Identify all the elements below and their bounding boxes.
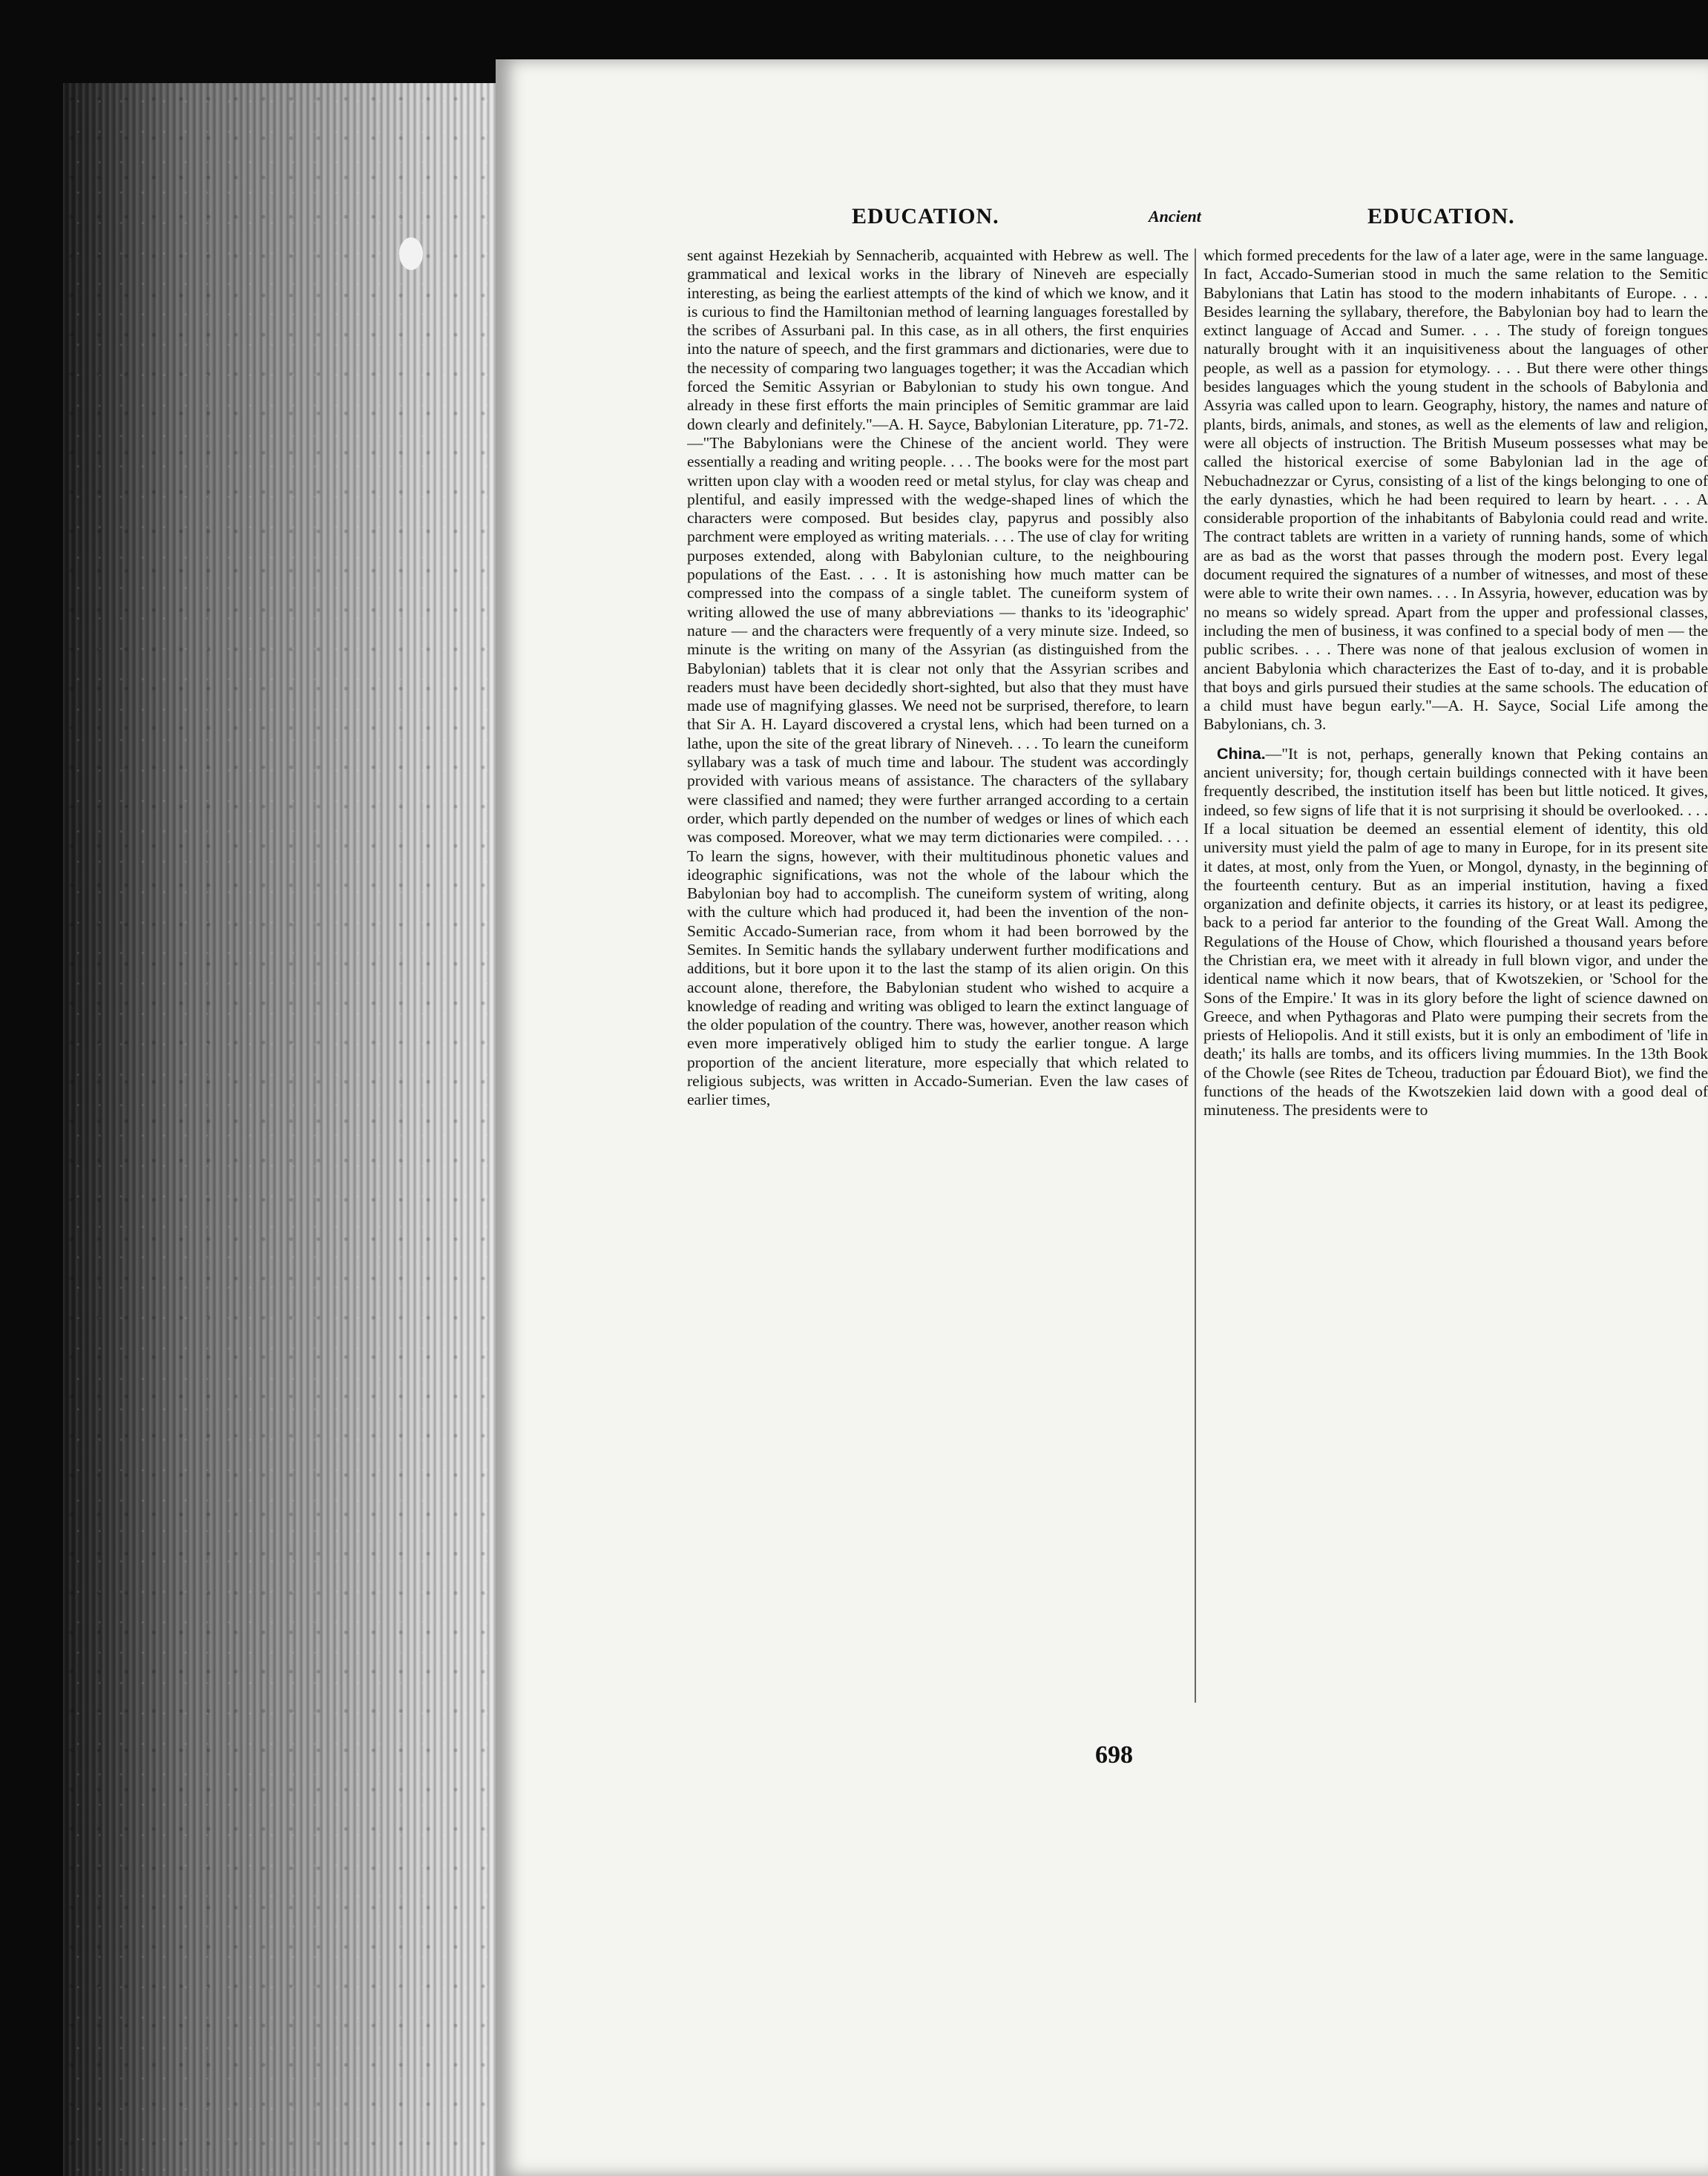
running-head-right: EDUCATION. <box>1367 204 1515 229</box>
book-spine <box>63 83 499 2176</box>
column-divider <box>1195 249 1196 1703</box>
china-text: —"It is not, perhaps, generally known that Peking contains an ancient university; for, though certain buildings connected with it have been frequently described, the institution itself has been but little noticed. It gives, indeed, so few signs of life that it is not surprising it should be overlooked. . . . If a local situation be deemed an essential element of identity, this old university must yield the palm of age to many in Europe, for in its present site it dates, at most, only from the Yuen, or Mongol, dynasty, in the beginning of the fourteenth century. But as an imperial institution, having a fixed organization and definite objects, it carries its history, or at least its pedigree, back to a period far anterior to the founding of the Great Wall. Among the Regulations of the House of Chow, which flourished a thousand years before the Christian era, we meet with it already in full blown vigor, and under the identical name which it now bears, that of Kwotszekien, or 'School for the Sons of the Empire.' It was in its glory before the light of science dawned on Greece, and when Pythagoras and Plato were pumping their secrets from the priests of Heliopolis. And it still exists, but it is only an embodiment of 'life in death;' its halls are tombs, and its officers living mummies. In the 13th Book of the Chowle (see Rites de Tcheou, traduction par Édouard Biot), we find the functions of the heads of the Kwotszekien laid down with a good deal of minuteness. The presidents were to <box>1203 744 1708 1120</box>
page-number: 698 <box>1095 1741 1133 1769</box>
left-column <box>687 246 1189 1738</box>
right-column <box>1203 246 1708 1738</box>
running-head-left: EDUCATION. <box>852 204 999 229</box>
running-head <box>496 204 1708 234</box>
china-paragraph <box>1203 745 1708 1120</box>
running-head-center: Ancient <box>1149 207 1201 226</box>
book-page <box>496 59 1708 2176</box>
china-heading: China. <box>1217 744 1266 763</box>
left-column-text: sent against Hezekiah by Sennacherib, acquainted with Hebrew as well. The grammatical and lexical works in the library of Nineveh are especially interesting, as being the earliest attempts of the kind of which we know, and it is curious to find the Hamiltonian method of learning languages forestalled by the scribes of Assurbani pal. In this case, as in all others, the first enquiries into the nature of speech, and the first grammars and dictionaries, were due to the necessity of comparing two languages together; it was the Accadian which forced the Semitic Assyrian or Babylonian to study his own tongue. And already in these first efforts the main principles of Semitic grammar are laid down clearly and definitely."—A. H. Sayce, Babylonian Literature, pp. 71-72.—"The Babylonians were the Chinese of the ancient world. They were essentially a reading and writing people. . . . The books were for the most part written upon clay with a wooden reed or metal stylus, for clay was cheap and plentiful, and easily impressed with the wedge-shaped lines of which the characters were composed. But besides clay, papyrus and possibly also parchment were employed as writing materials. . . . The use of clay for writing purposes extended, along with Babylonian culture, to the neighbouring populations of the East. . . . It is astonishing how much matter can be compressed into the compass of a single tablet. The cuneiform system of writing allowed the use of many abbreviations — thanks to its 'ideographic' nature — and the characters were frequently of a very minute size. Indeed, so minute is the writing on many of the Assyrian (as distinguished from the Babylonian) tablets that it is clear not only that the Assyrian scribes and readers must have been decidedly short-sighted, but also that they must have made use of magnifying glasses. We need not be surprised, therefore, to learn that Sir A. H. Layard discovered a crystal lens, which had been turned on a lathe, upon the site of the great library of Nineveh. . . . To learn the cuneiform syllabary was a task of much time and labour. The student was accordingly provided with various means of assistance. The characters of the syllabary were classified and named; they were further arranged according to a certain order, which partly depended on the number of wedges or lines of which each was composed. Moreover, what we may term dictionaries were compiled. . . . To learn the signs, however, with their multitudinous phonetic values and ideographic significations, was not the whole of the labour which the Babylonian boy had to accomplish. The cuneiform system of writing, along with the culture which had produced it, had been the invention of the non-Semitic Accado-Sumerian race, from whom it had been borrowed by the Semites. In Semitic hands the syllabary underwent further modifications and additions, but it bore upon it to the last the stamp of its alien origin. On this account alone, therefore, the Babylonian student who wished to acquire a knowledge of reading and writing was obliged to learn the extinct language of the older population of the country. There was, however, another reason which even more imperatively obliged him to study the earlier tongue. A large proportion of the ancient literature, more especially that which related to religious subjects, was written in Accado-Sumerian. Even the law cases of earlier times, <box>687 246 1189 1109</box>
right-column-text: which formed precedents for the law of a later age, were in the same language. In fact, Accado-Sumerian stood in much the same relation to the Semitic Babylonians that Latin has stood to the modern inhabitants of Europe. . . . Besides learning the syllabary, therefore, the Babylonian boy had to learn the extinct language of Accad and Sumer. . . . The study of foreign tongues naturally brought with it an inquisitiveness about the languages of other people, as well as a passion for etymology. . . . But there were other things besides languages which the young student in the schools of Babylonia and Assyria was called upon to learn. Geography, history, the names and nature of plants, birds, animals, and stones, as well as the elements of law and religion, were all objects of instruction. The British Museum possesses what may be called the historical exercise of some Babylonian lad in the age of Nebuchadnezzar or Cyrus, consisting of a list of the kings belonging to one of the early dynasties, which he had been required to learn by heart. . . . A considerable proportion of the inhabitants of Babylonia could read and write. The contract tablets are written in a variety of running hands, some of which are as bad as the worst that passes through the modern post. Every legal document required the signatures of a number of witnesses, and most of these were able to write their own names. . . . In Assyria, however, education was by no means so widely spread. Apart from the upper and professional classes, including the men of business, it was confined to a special body of men — the public scribes. . . . There was none of that jealous exclusion of women in ancient Babylonia which characterizes the East of to-day, and it is probable that boys and girls pursued their studies at the same schools. The education of a child must have begun early."—A. H. Sayce, Social Life among the Babylonians, ch. 3. <box>1203 246 1708 734</box>
scan-blot <box>399 237 423 270</box>
